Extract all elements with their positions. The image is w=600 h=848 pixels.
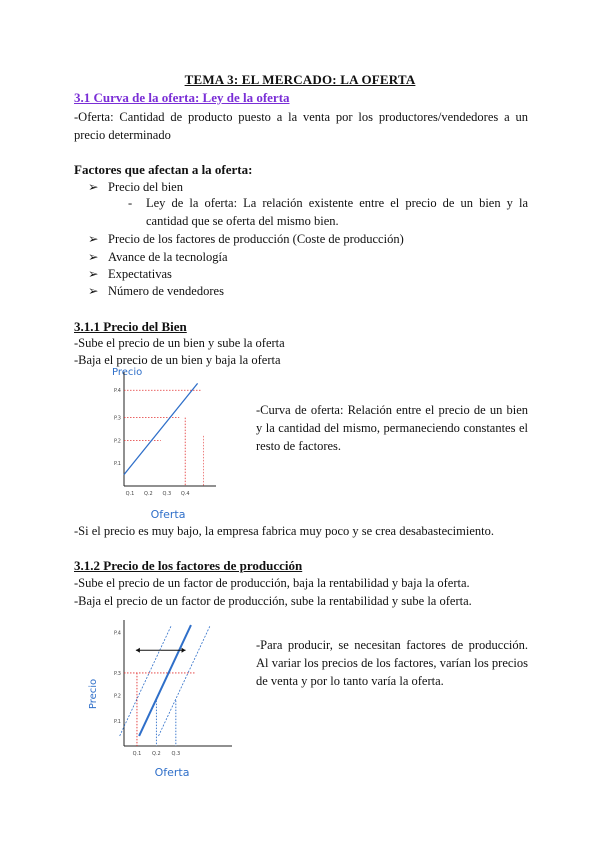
supply-curve-line [139, 625, 191, 736]
x-tick-label: Q.3 [171, 751, 181, 757]
x-tick-label: Q.1 [132, 751, 142, 757]
x-tick-label: Q.3 [162, 491, 172, 497]
factor-subitem: - Ley de la oferta: La relación existente entre el precio de un bien y la cantidad que se oferta del mismo bien. [128, 196, 528, 228]
section-3-1-heading: 3.1 Curva de la oferta: Ley de la oferta [74, 90, 290, 105]
x-axis-label: Oferta [150, 508, 186, 521]
y-axis-label: Precio [88, 678, 99, 710]
factor-item: ➢ Avance de la tecnología [88, 250, 228, 264]
page-title: TEMA 3: EL MERCADO: LA OFERTA [184, 72, 416, 87]
x-axis-label: Oferta [154, 766, 190, 779]
shifted-supply-curve-line [120, 625, 172, 736]
arrow-head-right-icon [182, 648, 186, 653]
arrow-bullet-icon: ➢ [88, 180, 99, 194]
supply-shift-chart [84, 612, 244, 784]
y-tick-label: P.1 [113, 718, 121, 725]
dash-bullet: - [128, 196, 133, 210]
supply-curve-line [124, 383, 198, 474]
y-tick-label: P.1 [113, 461, 121, 468]
section-3-1-2-heading: 3.1.2 Precio de los factores de producción [74, 558, 303, 573]
supply-curve-chart [96, 366, 236, 524]
section-3-1-1-heading: 3.1.1 Precio del Bien [74, 319, 187, 334]
y-tick-label: P.4 [113, 630, 121, 637]
oferta-definition: -Oferta: Cantidad de producto puesto a la venta por los productores/vendedores a un precio determinado [74, 110, 528, 142]
supply-curve-text: -Curva de oferta: Relación entre el precio de un bien y la cantidad del mismo, permaneciendo constantes el resto de factores. [256, 403, 528, 453]
factor-item: ➢ Expectativas [88, 267, 172, 281]
shifted-supply-curve-line [159, 625, 211, 736]
factor-item: ➢ Número de vendedores [88, 284, 224, 298]
factor-price-rise-line: -Sube el precio de un factor de producción, baja la rentabilidad y baja la oferta. [74, 576, 470, 590]
factor-price-fall-line: -Baja el precio de un factor de producción, sube la rentabilidad y sube la oferta. [74, 594, 472, 608]
shortage-line: -Si el precio es muy bajo, la empresa fabrica muy poco y se crea desabastecimiento. [74, 524, 494, 538]
arrow-head-left-icon [136, 648, 140, 653]
y-tick-label: P.2 [113, 693, 121, 700]
x-tick-label: Q.4 [180, 491, 190, 497]
y-tick-label: P.3 [113, 670, 121, 677]
x-tick-label: Q.2 [144, 491, 153, 497]
price-fall-line: -Baja el precio de un bien y baja la oferta [74, 353, 281, 367]
y-tick-label: P.4 [113, 388, 121, 395]
y-tick-label: P.2 [113, 438, 121, 445]
x-tick-label: Q.2 [152, 751, 161, 757]
factor-shift-text: -Para producir, se necesitan factores de producción. Al variar los precios de los factores, varían los precios de venta y por lo tanto varía la oferta. [256, 638, 528, 688]
arrow-bullet-icon: ➢ [88, 232, 99, 246]
y-axis-label: Precio [112, 367, 143, 378]
arrow-bullet-icon: ➢ [88, 267, 99, 281]
factor-item: ➢ Precio del bien [88, 180, 183, 194]
price-rise-line: -Sube el precio de un bien y sube la oferta [74, 336, 285, 350]
y-tick-label: P.3 [113, 415, 121, 422]
factors-heading: Factores que afectan a la oferta: [74, 162, 253, 177]
factor-item: ➢ Precio de los factores de producción (Coste de producción) [88, 232, 404, 246]
arrow-bullet-icon: ➢ [88, 250, 99, 264]
arrow-bullet-icon: ➢ [88, 284, 99, 298]
x-tick-label: Q.1 [125, 491, 135, 497]
